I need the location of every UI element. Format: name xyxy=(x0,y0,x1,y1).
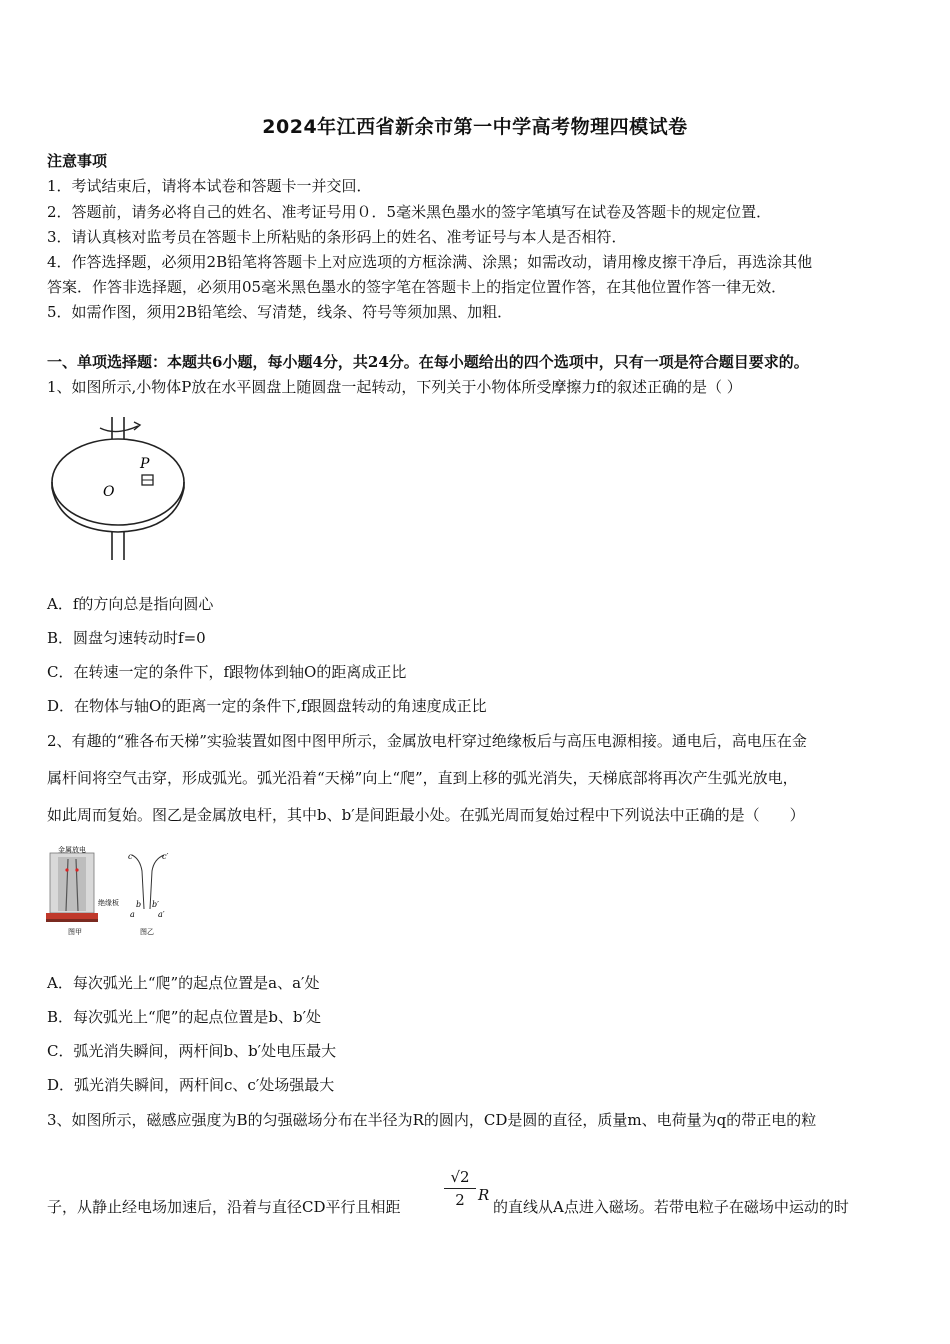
insulating-plate xyxy=(46,913,98,919)
question-3-stem-2b: 的直线从A点进入磁场。若带电粒子在磁场中运动的时 xyxy=(493,1198,849,1216)
fraction-numerator: √2 xyxy=(444,1168,476,1189)
notice-heading: 注意事项 xyxy=(47,152,108,170)
notice-item-3: 3．请认真核对监考员在答题卡上所粘贴的条形码上的姓名、准考证号与本人是否相符． xyxy=(47,228,627,246)
page-title: 2024年江西省新余市第一中学高考物理四模试卷 xyxy=(262,116,688,138)
label-fig-jia: 图甲 xyxy=(68,928,82,936)
question-2-stem-2: 属杆间将空气击穿，形成弧光。弧光沿着“天梯”向上“爬”，直到上移的弧光消失，天梯底部将再次产生弧光放电， xyxy=(47,769,798,787)
fraction-denominator: 2 xyxy=(455,1191,465,1209)
label-p: P xyxy=(140,456,150,472)
notice-item-4: 4．作答选择题，必须用2B铅笔将答题卡上对应选项的方框涂满、涂黑；如需改动，请用橡皮擦干净后，再选涂其他 xyxy=(47,253,813,271)
notice-item-4-cont: 答案．作答非选择题，必须用05毫米黑色墨水的签字笔在答题卡上的指定位置作答，在其他位置作答一律无效． xyxy=(47,278,787,296)
label-b-prime: b′ xyxy=(152,900,159,909)
fraction-sqrt2-over-2 xyxy=(444,1168,476,1209)
notice-item-1: 1．考试结束后，请将本试卷和答题卡一并交回． xyxy=(47,177,372,195)
question-3-stem-2a: 子，从静止经电场加速后，沿着与直径CD平行且相距 xyxy=(47,1198,401,1216)
q2-option-d[interactable]: D．弧光消失瞬间，两杆间c、c′处场强最大 xyxy=(47,1076,335,1094)
q2-option-b[interactable]: B．每次弧光上“爬”的起点位置是b、b′处 xyxy=(47,1008,321,1026)
q1-option-d[interactable]: D．在物体与轴O的距离一定的条件下,f跟圆盘转动的角速度成正比 xyxy=(47,697,487,715)
label-c-prime: c′ xyxy=(162,852,169,861)
section-heading: 一、单项选择题：本题共6小题，每小题4分，共24分。在每小题给出的四个选项中，只有一项是符合题目要求的。 xyxy=(47,353,809,371)
rotating-disk-figure xyxy=(50,412,200,562)
label-c: c xyxy=(128,852,133,861)
label-a-prime: a′ xyxy=(158,910,165,919)
label-rod: 金属放电 xyxy=(58,846,86,854)
q1-option-c[interactable]: C．在转速一定的条件下，f跟物体到轴O的距离成正比 xyxy=(47,663,407,681)
q1-option-b[interactable]: B．圆盘匀速转动时f=0 xyxy=(47,629,206,647)
fraction-radius-symbol: R xyxy=(478,1186,490,1204)
question-2-stem-1: 2、有趣的“雅各布天梯”实验装置如图中图甲所示，金属放电杆穿过绝缘板后与高压电源相接。通电后，高电压在金 xyxy=(47,732,807,750)
question-2-stem-3: 如此周而复始。图乙是金属放电杆，其中b、b′是间距最小处。在弧光周而复始过程中下列说法中正确的是（ ） xyxy=(47,806,805,824)
label-plate: 绝缘板 xyxy=(98,899,119,907)
notice-item-5: 5．如需作图，须用2B铅笔绘、写清楚，线条、符号等须加黑、加粗． xyxy=(47,303,513,321)
label-b: b xyxy=(136,900,142,909)
label-o: O xyxy=(103,484,115,500)
q2-option-c[interactable]: C．弧光消失瞬间，两杆间b、b′处电压最大 xyxy=(47,1042,337,1060)
jacob-ladder-figure xyxy=(44,843,184,939)
rotation-arrow xyxy=(100,426,138,432)
apparatus-glass xyxy=(58,857,86,911)
question-3-stem-1: 3、如图所示，磁感应强度为B的匀强磁场分布在半径为R的圆内，CD是圆的直径，质量m、电荷量为q的带正电的粒 xyxy=(47,1111,817,1129)
arc-spark xyxy=(65,868,68,871)
label-a: a xyxy=(130,910,135,919)
label-fig-yi: 图乙 xyxy=(140,928,154,936)
q1-option-a[interactable]: A．f的方向总是指向圆心 xyxy=(47,595,214,613)
disk-top xyxy=(52,439,184,525)
q2-option-a[interactable]: A．每次弧光上“爬”的起点位置是a、a′处 xyxy=(47,974,320,992)
notice-item-2: 2．答题前，请务必将自己的姓名、准考证号用０．5毫米黑色墨水的签字笔填写在试卷及答题卡的规定位置． xyxy=(47,203,772,221)
question-1-stem: 1、如图所示,小物体P放在水平圆盘上随圆盘一起转动，下列关于小物体所受摩擦力f的叙述正确的是（ ） xyxy=(47,378,742,396)
